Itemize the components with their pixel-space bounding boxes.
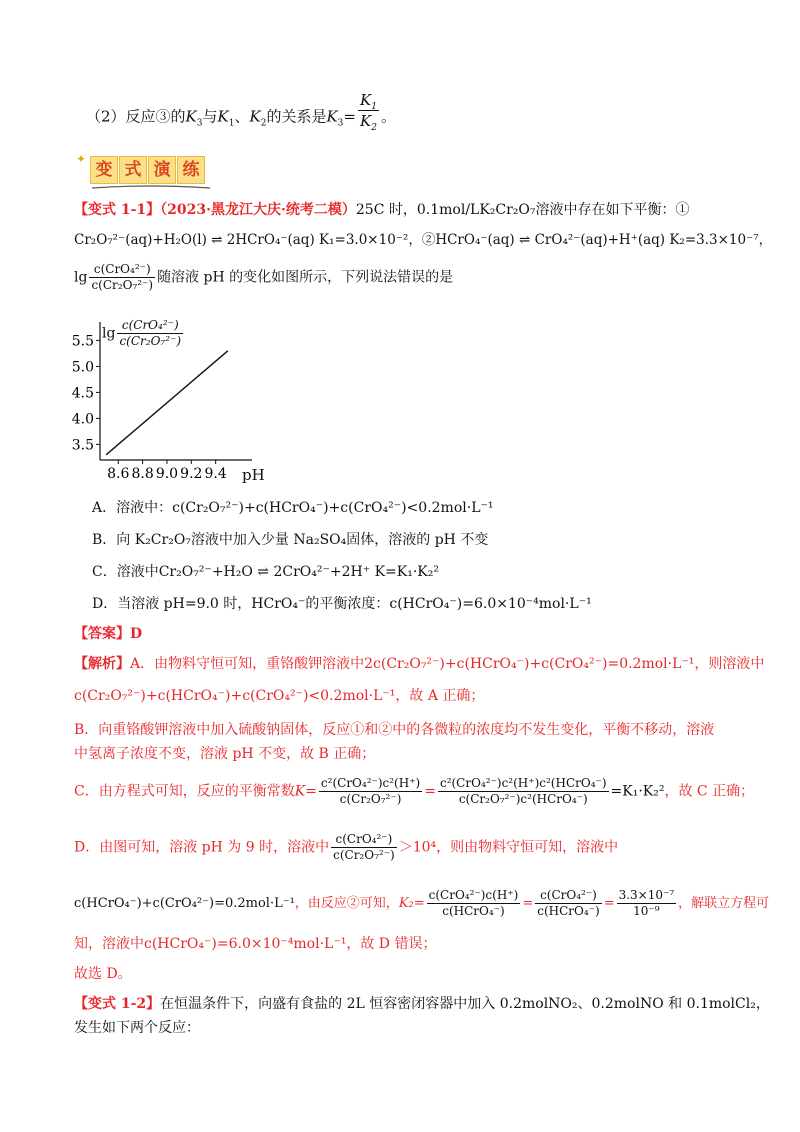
series-line <box>106 351 228 455</box>
question-line3-text: 随溶液 pH 的变化如图所示，下列说法错误的是 <box>157 269 454 286</box>
intro-frac-num: K <box>359 91 372 109</box>
ylabel-num: c(CrO₄²⁻) <box>117 318 183 334</box>
section-banner <box>76 152 206 192</box>
k3b-symbol: K <box>326 107 338 126</box>
line-chart <box>72 318 282 488</box>
y-tick-label: 5.0 <box>72 359 94 376</box>
x-tick-label: 9.0 <box>155 466 179 482</box>
d2-frac3-num: 3.3×10⁻⁷ <box>618 888 675 902</box>
analysis-d2-k: K₂= <box>398 896 425 911</box>
x-tick-label: 8.8 <box>131 466 154 482</box>
analysis-a2: c(Cr₂O₇²⁻)+c(HCrO₄⁻)+c(CrO₄²⁻)<0.2mol·L⁻¹，故 A 正确； <box>74 688 485 704</box>
analysis-c: C．由方程式可知，反应的平衡常数K= $\frac{\text{c²(CrO₄²⁻)c²(H⁺)}}{\text{c(Cr₂O₇²⁻)}}$ = $\frac{\text{c²(CrO₄²⁻)c²(H⁺)c²(HCrO₄⁻)}}{\text{c(Cr₂O₇²⁻)c²(HCrO₄⁻)}}$ =K₁·K₂²，故 C 正确； <box>74 776 755 806</box>
analysis-tag: 【解析】 <box>74 656 130 672</box>
option-a: A．溶液中：c(Cr₂O₇²⁻)+c(HCrO₄⁻)+c(CrO₄²⁻)<0.2mol·L⁻¹ <box>92 500 494 516</box>
question-1-1-line3 <box>74 262 453 293</box>
option-d: D．当溶液 pH=9.0 时，HCrO₄⁻的平衡浓度：c(HCrO₄⁻)=6.0×10⁻⁴mol·L⁻¹ <box>92 596 592 612</box>
analysis-c-frac2 <box>438 776 609 807</box>
analysis-d2-a: c(HCrO₄⁻)+c(CrO₄²⁻)=0.2mol·L⁻¹ <box>74 896 295 911</box>
intro-mid2: 的关系是 <box>266 107 327 126</box>
d2-frac1-den: c(HCrO₄⁻) <box>442 904 505 918</box>
question-1-1-line2: Cr₂O₇²⁻(aq)+H₂O(l) ⇌ 2HCrO₄⁻(aq) K₁=3.0×10⁻²，②HCrO₄⁻(aq) ⇌ CrO₄²⁻(aq)+H⁺(aq) K₂=3.3×10⁻⁷， <box>74 232 773 248</box>
d2-frac3-den: 10⁻⁹ <box>633 904 660 918</box>
analysis-d <box>74 832 618 863</box>
intro-prefix: （2）反应③的 <box>86 107 186 126</box>
intro-eq: = <box>343 107 356 126</box>
analysis-b1: B．向重铬酸钾溶液中加入硫酸钠固体，反应①和②中的各微粒的浓度均不发生变化，平衡不移动，溶液 <box>74 722 715 738</box>
question-tag: 【变式 1-1】 <box>74 202 161 218</box>
analysis-c-end: ，故 C 正确； <box>664 783 755 800</box>
analysis-c-prefix: C．由方程式可知，反应的平衡常数 <box>74 783 295 800</box>
question-2-line1: 在恒温条件下，向盛有食盐的 2L 恒容密闭容器中加入 0.2molNO₂、0.2molNO 和 0.1molCl₂， <box>160 996 770 1012</box>
x-tick-label: 8.6 <box>107 466 130 482</box>
y-tick-label: 4.0 <box>72 411 94 428</box>
k3-symbol: K <box>185 107 197 126</box>
answer-value: D <box>130 626 143 642</box>
y-tick-label: 4.5 <box>72 385 94 402</box>
c-frac2-num: c²(CrO₄²⁻)c²(H⁺)c²(HCrO₄⁻) <box>439 776 607 790</box>
banner-char-2: 式 <box>119 156 147 184</box>
sparkle-icon: ✦ <box>76 152 87 166</box>
question-source: （2023·黑龙江大庆·统考二模） <box>160 202 356 218</box>
banner-char-3: 演 <box>148 156 176 184</box>
d2-frac2-den: c(HCrO₄⁻) <box>537 904 600 918</box>
banner-char-1: 变 <box>90 156 118 184</box>
d-frac-num: c(CrO₄²⁻) <box>331 832 397 848</box>
analysis-d2-frac1 <box>427 888 521 919</box>
analysis-d2-end: ，解联立方程可 <box>678 896 770 911</box>
chart-xlabel: pH <box>242 466 265 484</box>
analysis-d2: c(HCrO₄⁻)+c(CrO₄²⁻)=0.2mol·L⁻¹，由反应②可知，K₂= $\frac{\text{c(CrO₄²⁻)c(H⁺)}}{\text{c(HCrO₄⁻)}}$ = $\frac{\text{c(CrO₄²⁻)}}{\text{c(HCrO₄⁻)}}$ = $\frac{\text{3.3×10⁻⁷}}{\text{10⁻⁹}}$ ，解联立方程可 <box>74 888 770 918</box>
option-c: C．溶液中Cr₂O₇²⁻+H₂O ⇌ 2CrO₄²⁻+2H⁺ K=K₁·K₂² <box>92 564 439 580</box>
d2-frac2-num: c(CrO₄²⁻) <box>535 888 601 904</box>
k2-symbol: K <box>249 107 261 126</box>
ylabel-den: c(Cr₂O₇²⁻) <box>119 334 182 348</box>
c-frac2-den: c(Cr₂O₇²⁻)c²(HCrO₄⁻) <box>458 792 588 806</box>
intro-end: 。 <box>380 107 396 126</box>
ratio-num: c(CrO₄²⁻) <box>89 262 155 278</box>
question-line1: 25C 时，0.1mol/LK₂Cr₂O₇溶液中存在如下平衡：① <box>355 202 690 218</box>
intro-line: （2）反应③的$K_3$与$K_1$、$K_2$的关系是$K_3=$ $\frac{K_1}{K_2}$ 。 <box>86 91 396 133</box>
analysis-c-frac1 <box>319 776 422 807</box>
analysis-final: 故选 D。 <box>74 966 132 982</box>
question-1-2-line2: 发生如下两个反应： <box>74 1020 200 1036</box>
analysis-d3: 知，溶液中c(HCrO₄⁻)=6.0×10⁻⁴mol·L⁻¹，故 D 错误； <box>74 936 437 952</box>
analysis-d-prefix: D．由图可知，溶液 pH 为 9 时，溶液中 <box>74 839 330 856</box>
analysis-d2-b: ，由反应②可知， <box>294 896 399 911</box>
analysis-d-mid: ＞10⁴，则由物料守恒可知，溶液中 <box>398 839 619 856</box>
question-2-tag: 【变式 1-2】 <box>74 996 161 1012</box>
analysis-c-result: =K₁·K₂² <box>610 783 665 800</box>
d2-frac1-num: c(CrO₄²⁻)c(H⁺) <box>428 888 519 902</box>
intro-fraction: $\frac{K_1}{K_2}$ <box>359 91 377 133</box>
k1-symbol: K <box>217 107 229 126</box>
analysis-d2-frac3 <box>617 888 677 919</box>
question-1-1-line1 <box>74 200 690 220</box>
analysis-a1 <box>74 654 764 674</box>
banner-char-4: 练 <box>177 156 205 184</box>
analysis-a1-text: A．由物料守恒可知，重铬酸钾溶液中2c(Cr₂O₇²⁻)+c(HCrO₄⁻)+c(CrO₄²⁻)=0.2mol·L⁻¹，则溶液中 <box>130 656 765 672</box>
d-frac-den: c(Cr₂O₇²⁻) <box>333 848 395 862</box>
analysis-d2-frac2 <box>535 888 601 919</box>
question-1-2-line1 <box>74 994 770 1014</box>
x-tick-label: 9.4 <box>204 466 227 482</box>
analysis-b2: 中氢离子浓度不变，溶液 pH 不变，故 B 正确； <box>74 746 376 762</box>
x-tick-label: 9.2 <box>180 466 203 482</box>
analysis-d-frac <box>331 832 397 863</box>
ylabel-fraction <box>117 318 183 349</box>
c-frac1-num: c²(CrO₄²⁻)c²(H⁺) <box>320 776 421 790</box>
ratio-fraction <box>89 262 155 293</box>
intro-frac-den: K <box>359 112 372 130</box>
banner-underline <box>90 184 220 194</box>
intro-comma: 、 <box>234 107 250 126</box>
ylabel-prefix: lg <box>102 325 116 342</box>
intro-mid1: 与 <box>202 107 218 126</box>
answer-tag: 【答案】 <box>74 626 130 642</box>
y-tick-label: 5.5 <box>72 333 94 350</box>
chart-ylabel <box>102 318 185 349</box>
ratio-den: c(Cr₂O₇²⁻) <box>91 278 154 292</box>
lg-prefix: lg <box>74 269 88 286</box>
option-b: B．向 K₂Cr₂O₇溶液中加入少量 Na₂SO₄固体，溶液的 pH 不变 <box>92 532 489 548</box>
c-frac1-den: c(Cr₂O₇²⁻) <box>339 792 402 806</box>
analysis-c-k: K= <box>294 783 317 800</box>
y-tick-label: 3.5 <box>72 437 94 454</box>
answer-line <box>74 624 142 644</box>
